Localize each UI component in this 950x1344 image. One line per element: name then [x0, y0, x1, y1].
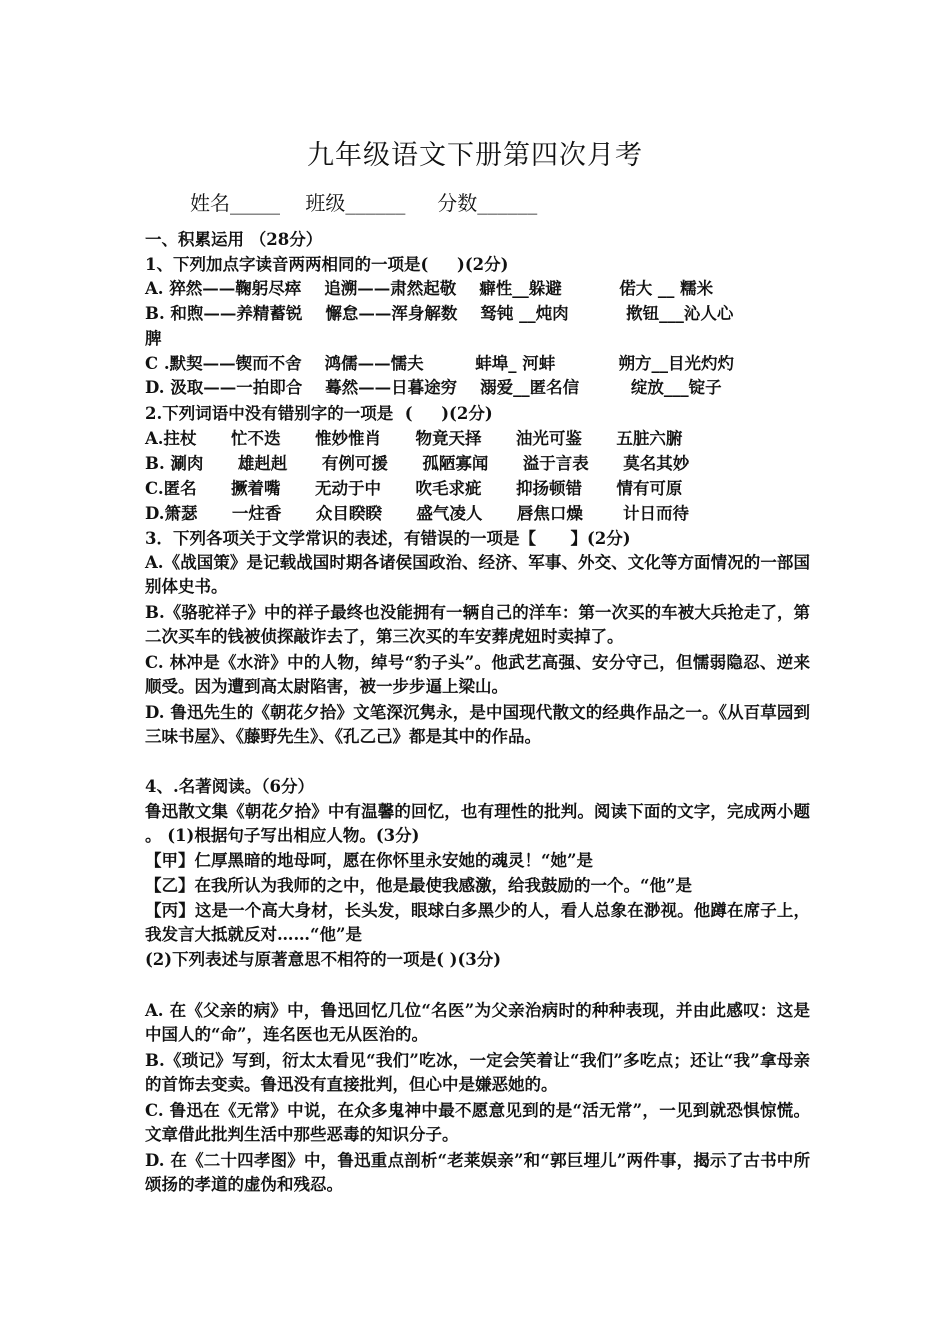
q2-option-c: C.匿名 撅着嘴 无动于中 吹毛求疵 抑扬顿错 情有可原: [145, 479, 683, 498]
q1-stem: 1、下列加点字读音两两相同的一项是( )(2分): [145, 255, 509, 274]
q1-option-d: D. 汲取——一拍即合 蓦然——日暮途穷 溺爱__匿名信 绽放___锭子: [145, 378, 722, 397]
q3-option-b: B.《骆驼祥子》中的祥子最终也没能拥有一辆自己的洋车：第一次买的车被大兵抢走了，第二次买车的钱被侦探敲诈去了，第三次买的车安葬虎妞时卖掉了。: [145, 603, 810, 646]
q4-yi: 【乙】在我所认为我师的之中，他是最使我感激，给我鼓励的一个。“他”是: [145, 876, 692, 895]
q4-heading: 4、.名著阅读。（6分）: [145, 777, 314, 796]
q2-option-d: D.箫瑟 一炷香 众目睽睽 盛气凌人 唇焦口燥 计日而待: [145, 504, 690, 523]
q4-option-c: C. 鲁迅在《无常》中说，在众多鬼神中最不愿意见到的是“活无常”，一见到就恐惧惊慌。文章借此批判生活中那些恶毒的知识分子。: [145, 1101, 810, 1144]
q4-option-a: A. 在《父亲的病》中，鲁迅回忆几位“名医”为父亲治病时的种种表现，并由此感叹：这是中国人的“命”，连名医也无从医治的。: [145, 1001, 810, 1044]
q3-option-a: A.《战国策》是记载战国时期各诸侯国政治、经济、军事、外交、文化等方面情况的一部国别体史书。: [145, 553, 810, 596]
q4-sub2: (2)下列表述与原著意思不相符的一项是( )(3分): [145, 950, 502, 969]
q4-option-b: B.《琐记》写到，衍太太看见“我们”吃冰，一定会笑着让“我们”多吃点；还让“我”拿母亲的首饰去变卖。鲁迅没有直接批判，但心中是嫌恶她的。: [145, 1051, 810, 1094]
q3-option-c: C. 林冲是《水浒》中的人物，绰号“豹子头”。他武艺高强、安分守己，但懦弱隐忍、逆来顺受。因为遭到高太尉陷害，被一步步逼上梁山。: [145, 653, 810, 696]
q1-option-a: A. 猝然——鞠躬尽瘁 追溯——肃然起敬 癖性__躲避 偌大 __ 糯米: [145, 279, 714, 298]
page-title: 九年级语文下册第四次月考: [307, 140, 643, 171]
q3-stem: 3．下列各项关于文学常识的表述，有错误的一项是【 】(2分): [145, 529, 631, 548]
q4-jia: 【甲】仁厚黑暗的地母呵，愿在你怀里永安她的魂灵！“她”是: [145, 851, 593, 870]
q2-option-a: A.拄杖 忙不迭 惟妙惟肖 物竟天择 油光可鉴 五脏六腑: [145, 429, 683, 448]
q4-option-d: D. 在《二十四孝图》中，鲁迅重点剖析“老莱娱亲”和“郭巨埋儿”两件事，揭示了古书中所颂扬的孝道的虚伪和残忍。: [145, 1151, 810, 1194]
section-heading: 一、积累运用 （28分）: [145, 230, 323, 249]
q1-option-b: B. 和煦——养精蓄锐 懈怠——浑身解数 驽钝 __炖肉 揿钮___沁人心: [145, 304, 734, 323]
q4-intro: 鲁迅散文集《朝花夕拾》中有温馨的回忆，也有理性的批判。阅读下面的文字，完成两小题 。 (1)根据句子写出相应人物。(3分): [145, 802, 810, 845]
q1-option-b-cont: 脾: [145, 329, 162, 348]
q1-option-c: C .默契——锲而不舍 鸿儒——懦夫 蚌埠_ 河蚌 朔方__目光灼灼: [145, 354, 734, 373]
q2-stem: 2.下列词语中没有错别字的一项是 ( )(2分): [145, 404, 493, 423]
q3-option-d: D. 鲁迅先生的《朝花夕拾》文笔深沉隽永，是中国现代散文的经典作品之一。《从百草园到三味书屋》、《藤野先生》、《孔乙己》都是其中的作品。: [145, 703, 810, 746]
q4-bing: 【丙】这是一个高大身材，长头发，眼球白多黑少的人，看人总象在渺视。他蹲在席子上，我发言大抵就反对……“他”是: [145, 901, 810, 944]
student-info-line: 姓名_____ 班级______ 分数______: [190, 191, 538, 215]
q2-option-b: B. 涮肉 雄赳赳 有例可援 孤陋寡闻 溢于言表 莫名其妙: [145, 454, 690, 473]
